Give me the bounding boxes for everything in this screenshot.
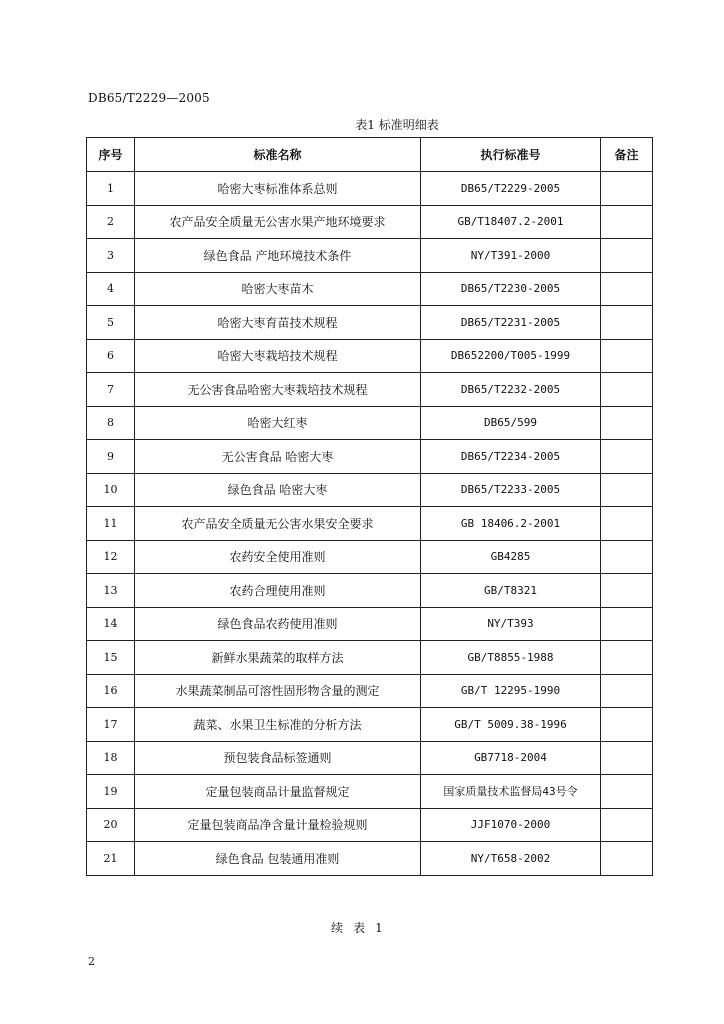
standard-name-cell: 无公害食品哈密大枣栽培技术规程 — [135, 373, 421, 407]
table-row — [87, 507, 653, 541]
standard-name-cell: 哈密大红枣 — [135, 406, 421, 440]
remark-cell — [601, 306, 653, 340]
column-header-no: 序号 — [87, 138, 135, 172]
standard-code-cell: GB/T18407.2-2001 — [421, 205, 601, 239]
row-number-cell: 18 — [87, 741, 135, 775]
column-header-note: 备注 — [601, 138, 653, 172]
table-row — [87, 373, 653, 407]
standard-name-cell: 无公害食品 哈密大枣 — [135, 440, 421, 474]
row-number-cell: 20 — [87, 808, 135, 842]
row-number-cell: 7 — [87, 373, 135, 407]
table-row — [87, 239, 653, 273]
remark-cell — [601, 808, 653, 842]
standard-code-cell: DB65/T2231-2005 — [421, 306, 601, 340]
standard-name-cell: 农药合理使用准则 — [135, 574, 421, 608]
standard-code-cell: DB65/T2230-2005 — [421, 272, 601, 306]
table-row — [87, 842, 653, 876]
table-row — [87, 172, 653, 206]
remark-cell — [601, 339, 653, 373]
standard-code-cell: GB4285 — [421, 540, 601, 574]
standard-name-cell: 哈密大枣苗木 — [135, 272, 421, 306]
table-row — [87, 473, 653, 507]
table-row — [87, 775, 653, 809]
standard-name-cell: 定量包装商品净含量计量检验规则 — [135, 808, 421, 842]
remark-cell — [601, 775, 653, 809]
remark-cell — [601, 373, 653, 407]
standard-name-cell: 绿色食品 哈密大枣 — [135, 473, 421, 507]
remark-cell — [601, 708, 653, 742]
table-row — [87, 641, 653, 675]
standard-name-cell: 农产品安全质量无公害水果产地环境要求 — [135, 205, 421, 239]
remark-cell — [601, 607, 653, 641]
standard-code-cell: NY/T658-2002 — [421, 842, 601, 876]
row-number-cell: 4 — [87, 272, 135, 306]
table-row — [87, 205, 653, 239]
continued-label: 续表1 — [331, 921, 393, 935]
remark-cell — [601, 674, 653, 708]
standard-name-cell: 蔬菜、水果卫生标准的分析方法 — [135, 708, 421, 742]
standard-code-cell: GB/T 12295-1990 — [421, 674, 601, 708]
standard-code-cell: DB65/T2233-2005 — [421, 473, 601, 507]
standard-name-cell: 预包装食品标签通则 — [135, 741, 421, 775]
standard-code-cell: NY/T393 — [421, 607, 601, 641]
table-row — [87, 272, 653, 306]
standard-code-cell: GB/T8321 — [421, 574, 601, 608]
standard-name-cell: 绿色食品农药使用准则 — [135, 607, 421, 641]
table-header-row — [87, 138, 653, 172]
table-body — [87, 172, 653, 876]
table-row — [87, 406, 653, 440]
table-row — [87, 741, 653, 775]
table-row — [87, 708, 653, 742]
row-number-cell: 19 — [87, 775, 135, 809]
standard-name-cell: 新鲜水果蔬菜的取样方法 — [135, 641, 421, 675]
remark-cell — [601, 741, 653, 775]
remark-cell — [601, 172, 653, 206]
standard-name-cell: 哈密大枣育苗技术规程 — [135, 306, 421, 340]
row-number-cell: 13 — [87, 574, 135, 608]
row-number-cell: 21 — [87, 842, 135, 876]
table-title-text: 表1 标准明细表 — [355, 118, 439, 132]
standard-code-cell: GB/T 5009.38-1996 — [421, 708, 601, 742]
standard-name-cell: 农药安全使用准则 — [135, 540, 421, 574]
row-number-cell: 3 — [87, 239, 135, 273]
standard-name-cell: 定量包装商品计量监督规定 — [135, 775, 421, 809]
table-row — [87, 674, 653, 708]
standard-code-cell: GB 18406.2-2001 — [421, 507, 601, 541]
standard-name-cell: 哈密大枣栽培技术规程 — [135, 339, 421, 373]
standard-code-cell: DB65/T2229-2005 — [421, 172, 601, 206]
standard-name-cell: 农产品安全质量无公害水果安全要求 — [135, 507, 421, 541]
remark-cell — [601, 239, 653, 273]
document-code: DB65/T2229—2005 — [88, 91, 210, 105]
standard-code-cell: GB7718-2004 — [421, 741, 601, 775]
column-header-name: 标准名称 — [135, 138, 421, 172]
standard-code-cell: GB/T8855-1988 — [421, 641, 601, 675]
row-number-cell: 8 — [87, 406, 135, 440]
remark-cell — [601, 842, 653, 876]
page-number: 2 — [88, 955, 95, 968]
standard-code-cell: DB65/T2234-2005 — [421, 440, 601, 474]
remark-cell — [601, 406, 653, 440]
standard-name-cell: 绿色食品 包装通用准则 — [135, 842, 421, 876]
standards-table — [86, 137, 653, 876]
standard-code-cell: 国家质量技术监督局43号令 — [421, 775, 601, 809]
remark-cell — [601, 205, 653, 239]
row-number-cell: 2 — [87, 205, 135, 239]
remark-cell — [601, 507, 653, 541]
table-title — [0, 116, 724, 133]
standard-code-cell: NY/T391-2000 — [421, 239, 601, 273]
remark-cell — [601, 574, 653, 608]
standard-code-cell: DB65/599 — [421, 406, 601, 440]
table-row — [87, 306, 653, 340]
table-row — [87, 808, 653, 842]
table-row — [87, 540, 653, 574]
table-row — [87, 574, 653, 608]
row-number-cell: 14 — [87, 607, 135, 641]
table-row — [87, 440, 653, 474]
row-number-cell: 15 — [87, 641, 135, 675]
row-number-cell: 6 — [87, 339, 135, 373]
standard-name-cell: 水果蔬菜制品可溶性固形物含量的测定 — [135, 674, 421, 708]
column-header-code: 执行标准号 — [421, 138, 601, 172]
table-row — [87, 339, 653, 373]
row-number-cell: 9 — [87, 440, 135, 474]
standard-code-cell: DB652200/T005-1999 — [421, 339, 601, 373]
remark-cell — [601, 473, 653, 507]
row-number-cell: 12 — [87, 540, 135, 574]
standard-name-cell: 哈密大枣标准体系总则 — [135, 172, 421, 206]
remark-cell — [601, 540, 653, 574]
standard-code-cell: JJF1070-2000 — [421, 808, 601, 842]
remark-cell — [601, 440, 653, 474]
standard-name-cell: 绿色食品 产地环境技术条件 — [135, 239, 421, 273]
remark-cell — [601, 272, 653, 306]
standard-code-cell: DB65/T2232-2005 — [421, 373, 601, 407]
remark-cell — [601, 641, 653, 675]
row-number-cell: 11 — [87, 507, 135, 541]
row-number-cell: 16 — [87, 674, 135, 708]
row-number-cell: 1 — [87, 172, 135, 206]
row-number-cell: 5 — [87, 306, 135, 340]
table-row — [87, 607, 653, 641]
row-number-cell: 10 — [87, 473, 135, 507]
row-number-cell: 17 — [87, 708, 135, 742]
